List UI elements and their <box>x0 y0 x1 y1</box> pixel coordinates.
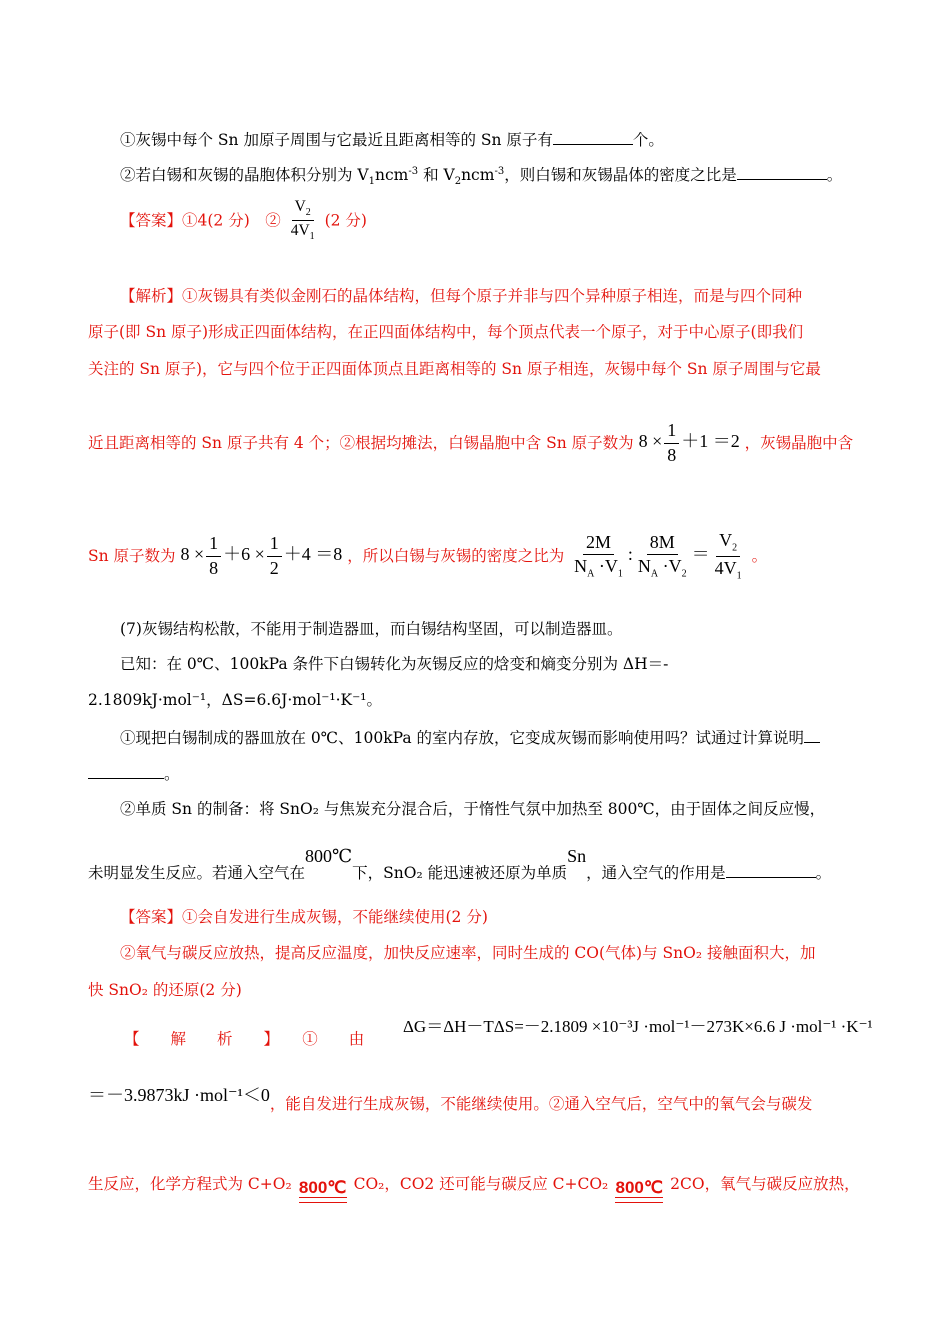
question-6-1: ①灰锡中每个 Sn 加原子周围与它最近且距离相等的 Sn 原子有 个。 <box>120 131 664 149</box>
answer-blank <box>88 764 164 779</box>
explanation-6-line-3: 关注的 Sn 原子)，它与四个位于正四面体顶点且距离相等的 Sn 原子相连，灰锡中每个 Sn 原子周围与它最 <box>88 360 821 378</box>
answer-blank <box>804 728 820 743</box>
answer-blank <box>737 165 827 180</box>
question-7-given-cont: 2.1809kJ·mol⁻¹，ΔS=6.6J·mol⁻¹·K⁻¹。 <box>88 691 383 709</box>
answer-7-2: ②氧气与碳反应放热，提高反应温度，加快反应速率，同时生成的 CO(气体)与 SnO₂ 接触面积大，加 <box>120 944 816 962</box>
answer-7-1: 【答案】①会自发进行生成灰锡，不能继续使用(2 分) <box>120 908 488 926</box>
question-6-2: ②若白锡和灰锡的晶胞体积分别为 $V_1ncm^{-3}$ 和 $V_2ncm^{-3}$，则白锡和灰锡晶体的密度之比是 。 <box>120 165 843 188</box>
explanation-7-label: 【 解 析 】 ① 由 <box>124 1030 365 1048</box>
answer-blank <box>726 863 816 878</box>
reaction-condition-arrow: 800℃ <box>615 1179 663 1203</box>
question-7-2: ②单质 Sn 的制备：将 SnO₂ 与焦炭充分混合后，于惰性气氛中加热至 800℃，由于固体之间反应慢， <box>120 800 826 818</box>
answer-6: 【答案】①4(2 分) ② $\frac{V_2}{4V_1}$ (2 分) <box>120 198 367 243</box>
answer-blank <box>553 130 633 145</box>
white-tin-count-formula: 8 × $\frac{1}{8}$ ＋1 ＝2 <box>638 420 740 465</box>
explanation-6-line-2: 原子(即 Sn 原子)形成正四面体结构，在正四面体结构中，每个顶点代表一个原子，对于中心原子(即我们 <box>88 323 804 341</box>
explanation-6-line-1: 【解析】①灰锡具有类似金刚石的晶体结构，但每个原子并非与四个异种原子相连，而是与四个同种 <box>120 287 803 305</box>
question-7-1-cont: 。 <box>88 764 180 784</box>
gibbs-formula: ΔG＝ΔH－TΔS=－2.1809 ×10⁻³J ·mol⁻¹－273K×6.6 J ·mol⁻¹ ·K⁻¹ <box>403 1017 873 1036</box>
question-7-1: ①现把白锡制成的器皿放在 0℃、100kPa 的室内存放，它变成灰锡而影响使用吗？试通过计算说明 <box>120 728 820 748</box>
gibbs-result: ＝－3.9873kJ ·mol⁻¹＜0 <box>88 1085 270 1105</box>
explanation-6-line-5: Sn 原子数为 8 × $\frac{1}{8}$ ＋6 × $\frac{1}{2}$ ＋4 ＝8 ，所以白锡与灰锡的密度之比为 $\frac{2M}{N_A \cdot V_1}$ : $\frac{8M}{N_A \cdot V_2}$ ＝ $\frac{V_2}{4V_1}$ 。 <box>88 530 768 582</box>
question-7-given: 已知：在 0℃、100kPa 条件下白锡转化为灰锡反应的焓变和熵变分别为 ΔH＝- <box>120 655 669 673</box>
question-7-intro: (7)灰锡结构松散，不能用于制造器皿，而白锡结构坚固，可以制造器皿。 <box>120 620 623 638</box>
explanation-7-line-3: 生反应，化学方程式为 C+O₂ 800℃ CO₂，CO2 还可能与碳反应 C+CO₂ 800℃ 2CO，氧气与碳反应放热， <box>88 1175 860 1203</box>
question-7-2-cont: 未明显发生反应。若通入空气在800℃下，SnO₂ 能迅速被还原为单质Sn，通入空气的作用是 。 <box>88 846 832 882</box>
explanation-7-line-2: ＝－3.9873kJ ·mol⁻¹＜0，能自发进行生成灰锡，不能继续使用。②通入空气后，空气中的氧气会与碳发 <box>88 1085 813 1113</box>
reaction-condition-arrow: 800℃ <box>299 1179 347 1203</box>
density-ratio-fraction: $\frac{V_2}{4V_1}$ <box>290 198 315 243</box>
explanation-6-line-4: 近且距离相等的 Sn 原子共有 4 个；②根据均摊法，白锡晶胞中含 Sn 原子数为 8 × $\frac{1}{8}$ ＋1 ＝2 ，灰锡晶胞中含 <box>88 420 854 465</box>
answer-7-2-cont: 快 SnO₂ 的还原(2 分) <box>88 981 242 999</box>
grey-tin-count-formula: 8 × $\frac{1}{8}$ ＋6 × $\frac{1}{2}$ ＋4 ＝8 <box>180 533 343 578</box>
density-ratio-formula: $\frac{2M}{N_A \cdot V_1}$ : $\frac{8M}{N_A \cdot V_2}$ ＝ $\frac{V_2}{4V_1}$ <box>574 530 742 582</box>
